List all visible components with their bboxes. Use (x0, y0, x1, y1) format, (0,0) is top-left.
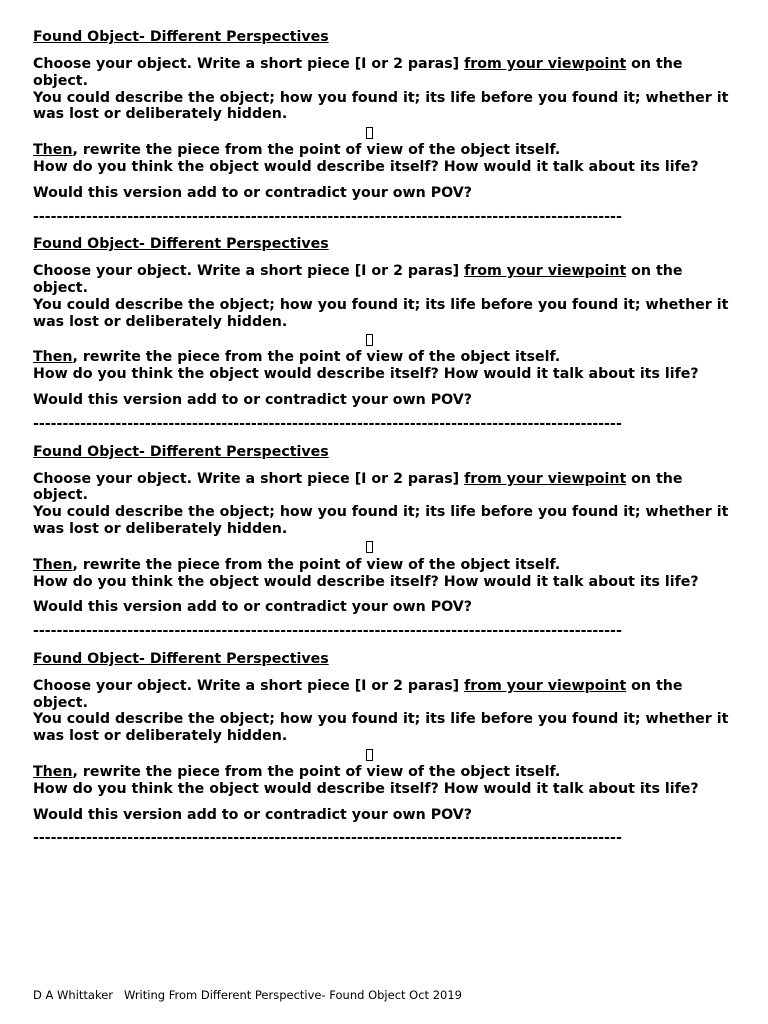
instruction-text: , rewrite the piece from the point of view of the object itself. (72, 556, 561, 573)
instruction-section-2 (33, 236, 738, 443)
page-footer: D A Whittaker Writing From Different Perspective- Found Object Oct 2019 (33, 988, 462, 1002)
instruction-text: Choose your object. Write a short piece [I or 2 paras] (33, 470, 465, 487)
instruction-paragraph-4: How do you think the object would describe itself? How would it talk about its life? (33, 573, 699, 590)
instruction-paragraph-4: How do you think the object would describe itself? How would it talk about its life? (33, 158, 699, 175)
arrow-down-icon (33, 745, 738, 764)
instruction-question: Would this version add to or contradict your own POV? (33, 392, 472, 409)
dashed-divider: ---------------------------------------------------------------------------------------------------- (33, 830, 622, 847)
instruction-text: , rewrite the piece from the point of view of the object itself. (72, 142, 561, 159)
instruction-text: , rewrite the piece from the point of view of the object itself. (72, 349, 561, 366)
underlined-viewpoint: from your viewpoint (464, 677, 627, 694)
instruction-paragraph-4: How do you think the object would describe itself? How would it talk about its life? (33, 780, 699, 797)
instruction-section-4 (33, 651, 738, 858)
dashed-divider: ---------------------------------------------------------------------------------------------------- (33, 415, 622, 432)
section-title: Found Object- Different Perspectives (33, 236, 329, 253)
instruction-paragraph-3 (33, 142, 738, 159)
instruction-paragraph-3 (33, 764, 738, 781)
instruction-paragraph-3 (33, 557, 738, 574)
instruction-section-3 (33, 444, 738, 651)
instruction-text: Choose your object. Write a short piece [I or 2 paras] (33, 263, 465, 280)
arrow-down-icon (33, 538, 738, 557)
instruction-paragraph-2: You could describe the object; how you found it; its life before you found it; whether it was lost or deliberately hidden. (33, 504, 729, 537)
dashed-divider: ---------------------------------------------------------------------------------------------------- (33, 623, 622, 640)
instruction-text: on the object. (33, 470, 683, 504)
worksheet (33, 29, 738, 858)
instruction-question: Would this version add to or contradict your own POV? (33, 184, 472, 201)
instruction-paragraph-3 (33, 349, 738, 366)
instruction-text: on the object. (33, 677, 683, 711)
section-title: Found Object- Different Perspectives (33, 650, 329, 667)
instruction-section-1 (33, 29, 738, 236)
instruction-text: on the object. (33, 56, 683, 89)
underlined-viewpoint: from your viewpoint (464, 56, 627, 72)
arrow-down-icon (33, 330, 738, 349)
arrow-down-icon (33, 123, 738, 142)
instruction-paragraph-1 (33, 56, 738, 90)
underlined-then: Then (33, 764, 73, 781)
instruction-text: Choose your object. Write a short piece [I or 2 paras] (33, 56, 465, 72)
underlined-viewpoint: from your viewpoint (464, 263, 627, 280)
instruction-text: Choose your object. Write a short piece [I or 2 paras] (33, 677, 465, 694)
underlined-then: Then (33, 556, 73, 573)
dashed-divider: ---------------------------------------------------------------------------------------------------- (33, 208, 622, 225)
section-title: Found Object- Different Perspectives (33, 29, 329, 45)
instruction-paragraph-1 (33, 263, 738, 297)
instruction-text: on the object. (33, 263, 683, 297)
instruction-paragraph-4: How do you think the object would describe itself? How would it talk about its life? (33, 366, 699, 383)
instruction-question: Would this version add to or contradict your own POV? (33, 806, 472, 823)
instruction-text: , rewrite the piece from the point of view of the object itself. (72, 764, 561, 781)
instruction-paragraph-2: You could describe the object; how you found it; its life before you found it; whether it was lost or deliberately hidden. (33, 89, 729, 123)
instruction-question: Would this version add to or contradict your own POV? (33, 599, 472, 616)
underlined-then: Then (33, 349, 73, 366)
underlined-viewpoint: from your viewpoint (464, 470, 627, 487)
instruction-paragraph-2: You could describe the object; how you found it; its life before you found it; whether it was lost or deliberately hidden. (33, 296, 729, 330)
underlined-then: Then (33, 142, 73, 159)
instruction-paragraph-1 (33, 678, 738, 712)
instruction-paragraph-1 (33, 471, 738, 505)
instruction-paragraph-2: You could describe the object; how you found it; its life before you found it; whether it was lost or deliberately hidden. (33, 711, 729, 745)
section-title: Found Object- Different Perspectives (33, 443, 329, 460)
